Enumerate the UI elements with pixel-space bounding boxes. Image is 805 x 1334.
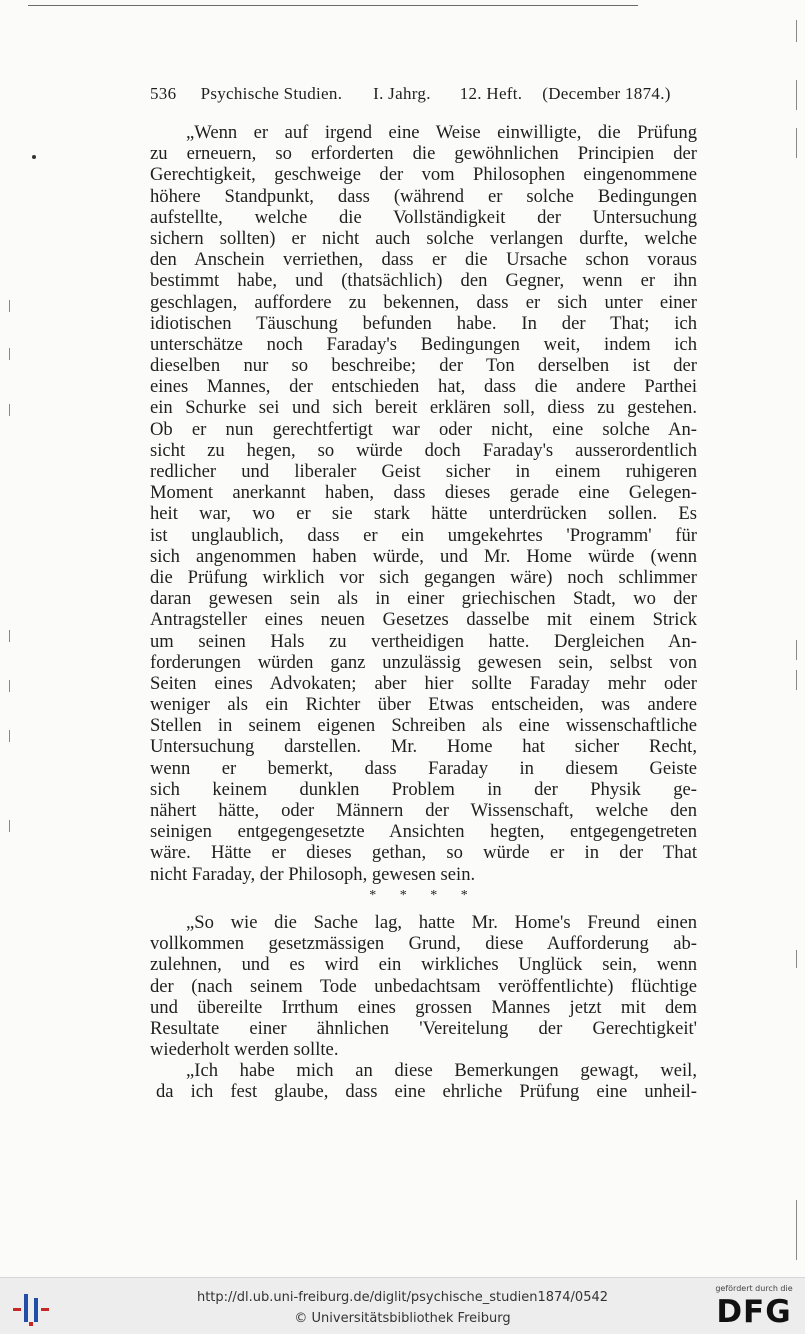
text-line: heit war, wo er sie stark hätte unterdrücken sollen. Es xyxy=(150,503,697,525)
scan-top-rule xyxy=(28,5,638,6)
text-line: sichern sollten) er nicht auch solche verlangen durfte, welche xyxy=(150,227,697,249)
text-line: idiotischen Täuschung befunden habe. In der That; ich xyxy=(150,312,697,334)
page-body xyxy=(150,122,697,1103)
left-margin-ticks xyxy=(9,300,11,860)
text-line: geschlagen, auffordere zu bekennen, dass er sich unter einer xyxy=(150,291,697,313)
dfg-logo-icon xyxy=(708,1284,800,1330)
section-separator: * * * * xyxy=(369,887,478,903)
text-line: da ich fest glaube, dass eine ehrliche Prüfung eine unheil- xyxy=(156,1081,697,1103)
text-line: Stellen in seinem eigenen Schreiben als eine wissenschaftliche xyxy=(150,715,697,737)
text-line: eines Mannes, der entschieden hat, dass die andere Parthei xyxy=(150,376,697,398)
page-number: 536 xyxy=(150,84,177,103)
viewer-footer xyxy=(0,1277,805,1334)
text-line: forderungen würden ganz unzulässig gewesen sein, selbst von xyxy=(150,651,697,673)
text-line: wäre. Hätte er dieses gethan, so würde er in der That xyxy=(150,842,697,864)
text-line: unterschätze noch Faraday's Bedingungen weit, indem ich xyxy=(150,333,697,355)
text-line: und übereilte Irrthum eines grossen Mannes jetzt mit dem xyxy=(150,996,697,1018)
text-line: weniger als ein Richter über Etwas entscheiden, was andere xyxy=(150,694,697,716)
document-url[interactable]: http://dl.ub.uni-freiburg.de/diglit/psychische_studien1874/0542 xyxy=(196,1290,609,1305)
dfg-wordmark: DFG xyxy=(716,1294,792,1330)
right-margin-ticks xyxy=(796,20,798,1320)
issue-label: 12. Heft. xyxy=(459,84,523,103)
copyright-notice: © Universitätsbibliothek Freiburg xyxy=(294,1311,511,1326)
text-line: sich angenommen haben würde, und Mr. Home würde (wenn xyxy=(150,545,697,567)
text-line: aufstellte, welche die Vollständigkeit der Untersuchung xyxy=(150,206,697,228)
journal-title: Psychische Studien. xyxy=(200,84,343,103)
text-line: dieselben nur so beschreibe; der Ton derselben ist der xyxy=(150,355,697,377)
text-line: Ob er nun gerechtfertigt war oder nicht, eine solche An- xyxy=(150,418,697,440)
text-line: zulehnen, und es wird ein wirkliches Unglück sein, wenn xyxy=(150,954,697,976)
text-line: Resultate einer ähnlichen 'Vereitelung der Gerechtigkeit' xyxy=(150,1017,697,1039)
text-line: die Prüfung wirklich vor sich gegangen wäre) noch schlimmer xyxy=(150,566,697,588)
volume-label: I. Jahrg. xyxy=(373,84,431,103)
text-line: sich keinem dunklen Problem in der Physik ge- xyxy=(150,778,697,800)
text-line: redlicher und liberaler Geist sicher in einem ruhigeren xyxy=(150,461,697,482)
text-line: Seiten eines Advokaten; aber hier sollte Faraday mehr oder xyxy=(150,672,697,694)
text-line: „Ich habe mich an diese Bemerkungen gewagt, weil, xyxy=(186,1060,697,1082)
text-line: den Anschein verriethen, dass er die Ursache schon voraus xyxy=(150,249,697,271)
text-line: ein Schurke sei und sich bereit erklären soll, diess zu gestehen. xyxy=(150,397,697,419)
text-line: „So wie die Sache lag, hatte Mr. Home's Freund einen xyxy=(186,911,697,933)
text-line: „Wenn er auf irgend eine Weise einwilligte, die Prüfung xyxy=(186,122,697,143)
text-line: Antragsteller eines neuen Gesetzes dasselbe mit einem Strick xyxy=(150,609,697,631)
text-line: nicht Faraday, der Philosoph, gewesen sein. xyxy=(150,863,476,885)
text-line: vollkommen gesetzmässigen Grund, diese Aufforderung ab- xyxy=(150,933,697,955)
dfg-tagline: gefördert durch die xyxy=(715,1284,793,1293)
text-line: seinigen entgegengesetzte Ansichten hegten, entgegengetreten xyxy=(150,821,697,843)
text-line: wiederholt werden sollte. xyxy=(150,1039,339,1061)
text-line: ist unglaublich, dass er ein umgekehrtes 'Programm' für xyxy=(150,524,697,546)
text-line: daran gewesen sein als in einer griechischen Stadt, wo der xyxy=(150,588,697,610)
text-line: Gerechtigkeit, geschweige der vom Philosophen eingenommene xyxy=(150,164,697,186)
date-label: (December 1874.) xyxy=(542,84,671,103)
text-line: um seinen Hals zu vertheidigen hatte. Dergleichen An- xyxy=(150,630,697,652)
text-line: Moment anerkannt haben, dass dieses gerade eine Gelegen- xyxy=(150,482,697,504)
text-line: Untersuchung darstellen. Mr. Home hat sicher Recht, xyxy=(150,736,697,758)
text-line: der (nach seinem Tode unbedachtsam veröffentlichte) flüchtige xyxy=(150,975,697,997)
text-line: zu erneuern, so erforderten die gewöhnlichen Principien der xyxy=(150,143,697,165)
margin-dot xyxy=(32,155,36,159)
text-line: höhere Standpunkt, dass (während er solche Bedingungen xyxy=(150,185,697,207)
text-line: sicht zu hegen, so würde doch Faraday's ausserordentlich xyxy=(150,439,697,461)
text-line: wenn er bemerkt, dass Faraday in diesem Geiste xyxy=(150,757,697,779)
text-line: nähert hätte, oder Männern der Wissenschaft, welche den xyxy=(150,800,697,821)
text-line: bestimmt habe, und (thatsächlich) den Gegner, wenn er ihn xyxy=(150,270,697,292)
running-header xyxy=(150,84,710,108)
